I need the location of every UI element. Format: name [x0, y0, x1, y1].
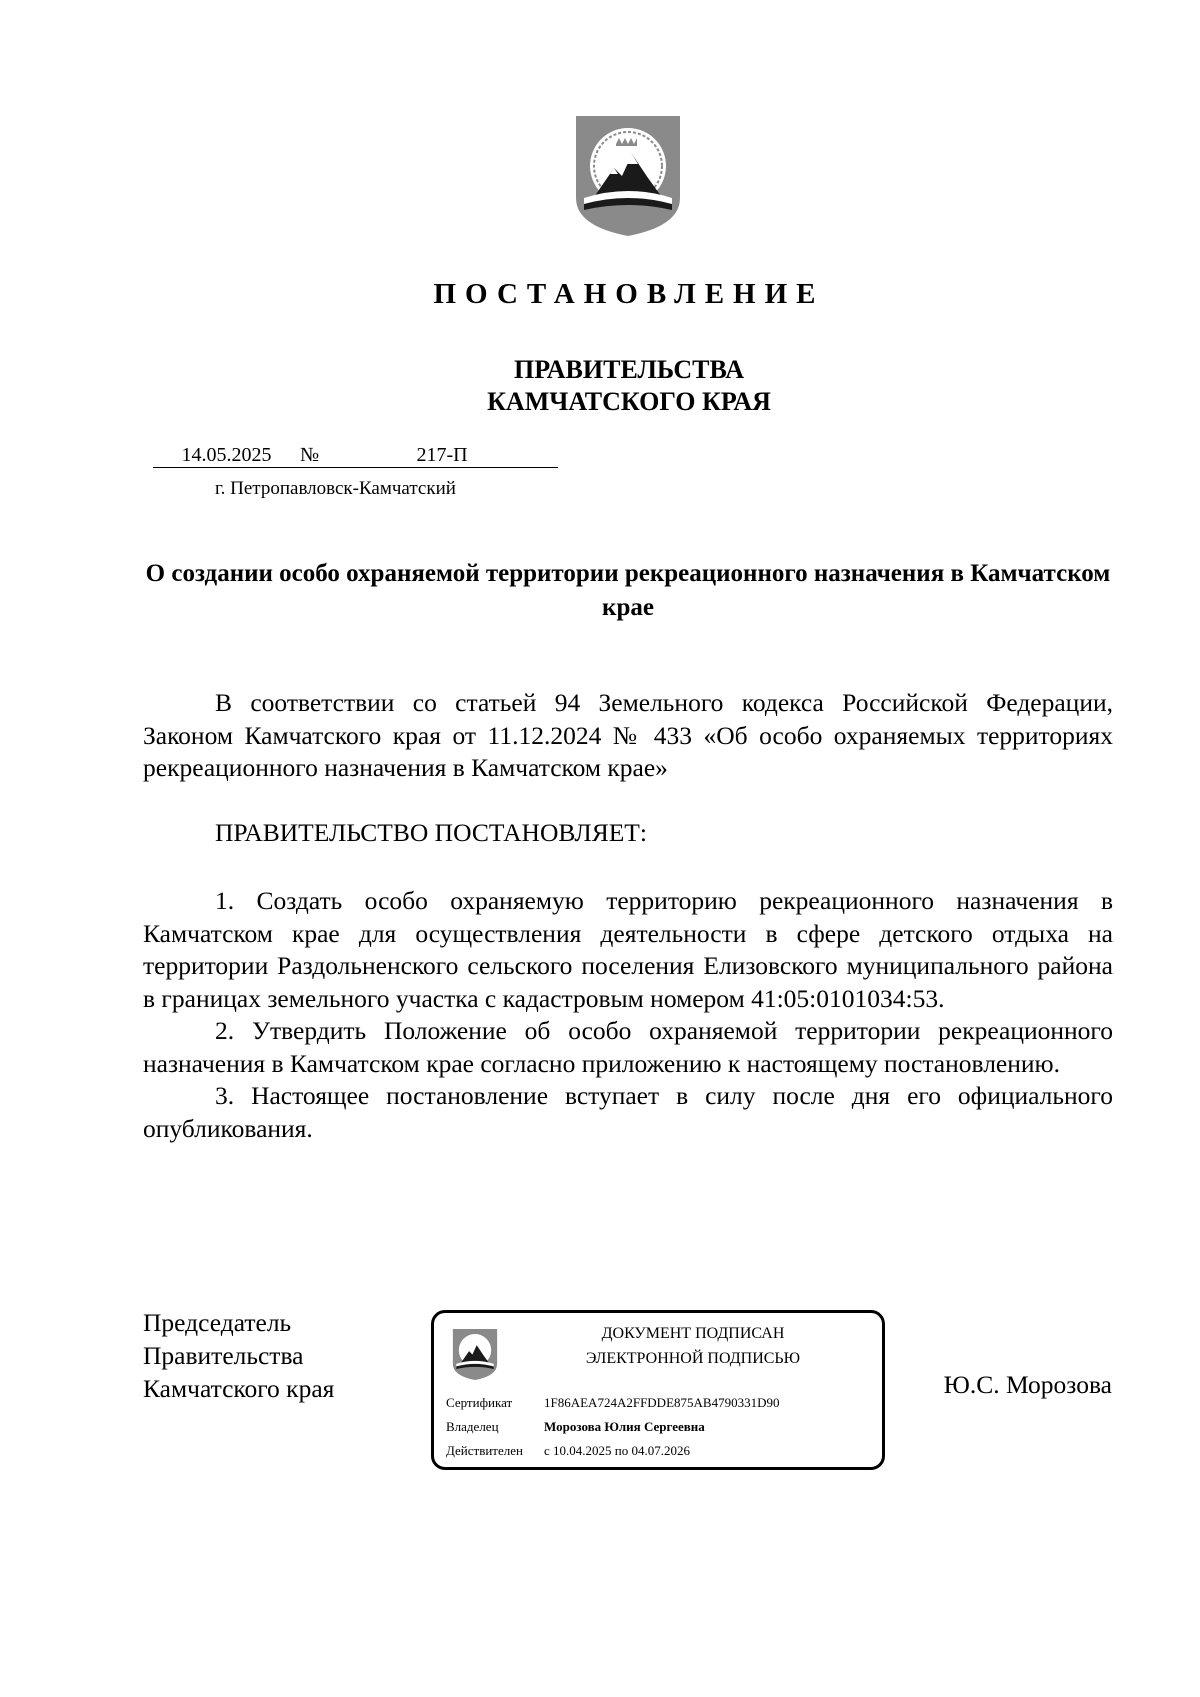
signer-position [143, 1306, 334, 1405]
stamp-certificate-row [446, 1395, 779, 1411]
stamp-validity-row [446, 1443, 690, 1459]
registration-date: 14.05.2025 [153, 443, 300, 468]
electronic-signature-stamp [431, 1310, 885, 1470]
preamble [143, 687, 1113, 785]
signer-position-line-2: Правительства [143, 1341, 304, 1370]
certificate-value: 1F86AEA724A2FFDDE875AB4790331D90 [544, 1395, 780, 1410]
owner-value: Морозова Юлия Сергеевна [544, 1419, 705, 1434]
signer-position-line-3: Камчатского края [143, 1374, 335, 1403]
preamble-paragraph: В соответствии со статьей 94 Земельного кодекса Российской Федерации, Законом Камчатского края от 11.12.2024 № 433 «Об особо охраняемых территориях рекреационного назначения в Камчатском крае» [143, 688, 1113, 782]
decree-line: ПРАВИТЕЛЬСТВО ПОСТАНОВЛЯЕТ: [215, 818, 647, 847]
stamp-heading-line-2: ЭЛЕКТРОННОЙ ПОДПИСЬЮ [585, 1350, 801, 1367]
decree-item-1: 1. Создать особо охраняемую территорию рекреационного назначения в Камчатском крае для осуществления деятельности в сфере детского отдыха на территории Раздольненского сельского поселения Елизовского муниципального района в границах земельного участка с кадастровым номером 41:05:0101034:53. [143, 886, 1113, 1013]
decree-item-2: 2. Утвердить Положение об особо охраняемой территории рекреационного назначения в Камчатском крае согласно приложению к настоящему постановлению. [143, 1016, 1113, 1078]
document-type-heading: ПОСТАНОВЛЕНИЕ [433, 278, 825, 310]
certificate-label: Сертификат [446, 1395, 513, 1410]
stamp-heading [518, 1321, 868, 1371]
registration-line [153, 443, 558, 468]
number-sign: № [300, 443, 326, 468]
stamp-heading-line-1: ДОКУМЕНТ ПОДПИСАН [601, 1325, 785, 1342]
signer-position-line-1: Председатель [143, 1308, 292, 1337]
signer-name: Ю.С. Морозова [943, 1370, 1112, 1399]
authority-line-1: ПРАВИТЕЛЬСТВА [514, 355, 744, 384]
city-line: г. Петропавловск-Камчатский [215, 478, 456, 499]
decree-item-3: 3. Настоящее постановление вступает в силу после дня его официального опубликования. [143, 1081, 1113, 1143]
document-title: О создании особо охраняемой территории рекреационного назначения в Камчатском крае [145, 560, 1111, 621]
kamchatka-coat-of-arms-icon [574, 114, 682, 238]
stamp-owner-row [446, 1419, 705, 1435]
owner-label: Владелец [446, 1419, 499, 1434]
stamp-coat-of-arms-icon [452, 1327, 498, 1382]
validity-label: Действителен [446, 1443, 523, 1458]
validity-value: с 10.04.2025 по 04.07.2026 [544, 1443, 690, 1458]
authority-line-2: КАМЧАТСКОГО КРАЯ [487, 387, 771, 416]
decree-items [143, 885, 1113, 1145]
registration-number: 217-П [326, 443, 558, 468]
